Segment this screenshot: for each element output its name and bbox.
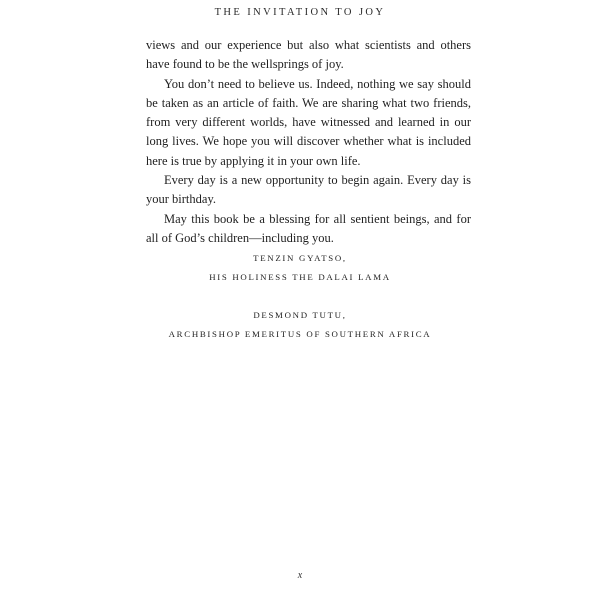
signature-title-tutu: ARCHBISHOP EMERITUS OF SOUTHERN AFRICA: [168, 329, 432, 339]
paragraph: views and our experience but also what scientists and others have found to be the wellsprings of joy.: [146, 38, 471, 72]
paragraph: Every day is a new opportunity to begin again. Every day is your birthday.: [146, 173, 471, 207]
body-text: [146, 36, 471, 248]
signature-title-dalai-lama: HIS HOLINESS THE DALAI LAMA: [209, 272, 391, 282]
paragraph: May this book be a blessing for all sentient beings, and for all of God’s children—including you.: [146, 211, 471, 245]
running-head: THE INVITATION TO JOY: [214, 7, 386, 18]
signature-name-dalai-lama: TENZIN GYATSO,: [253, 253, 347, 263]
page-number: x: [297, 570, 303, 581]
paragraph: You don’t need to believe us. Indeed, nothing we say should be taken as an article of faith. We are sharing what two friends, from very different worlds, have witnessed and learned in our long lives. We hope you will discover whether what is included here is true by applying it in your own life.: [146, 76, 471, 168]
signature-name-tutu: DESMOND TUTU,: [253, 310, 347, 320]
